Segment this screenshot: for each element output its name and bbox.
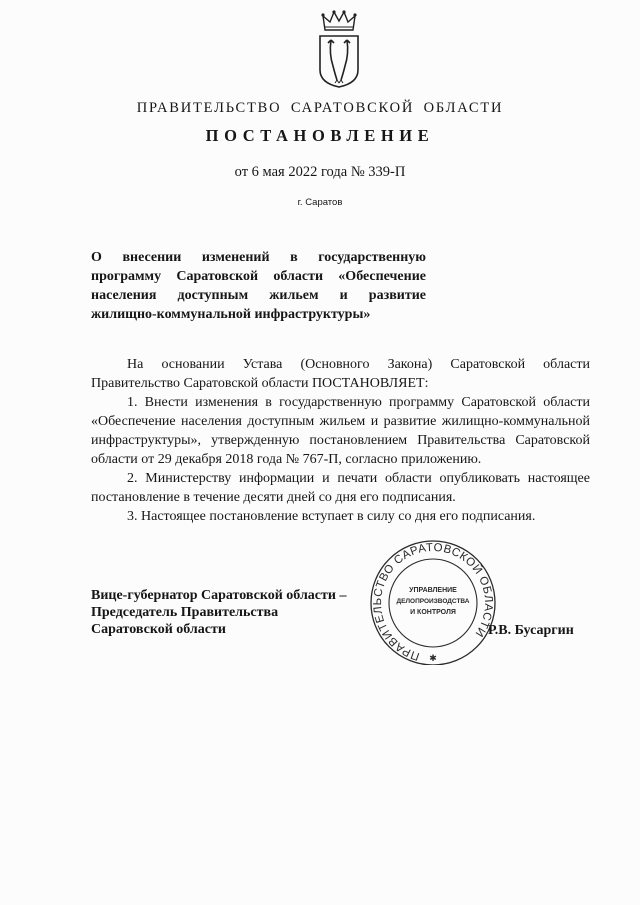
document-type: ПОСТАНОВЛЕНИЕ bbox=[205, 126, 435, 145]
body-item: 2. Министерству информации и печати области опубликовать настоящее постановление в течение десяти дней со дня его подписания. bbox=[91, 471, 590, 505]
stamp-star-icon: ✱ bbox=[429, 654, 437, 664]
document-subject bbox=[91, 248, 426, 324]
subject-line: населения доступным жильем и развитие bbox=[91, 288, 426, 303]
saratov-coat-of-arms-icon bbox=[315, 10, 363, 88]
position-line: Саратовской области bbox=[91, 622, 226, 637]
signatory-position bbox=[91, 587, 391, 638]
organization-title: ПРАВИТЕЛЬСТВО САРАТОВСКОЙ ОБЛАСТИ bbox=[136, 100, 504, 116]
stamp-inner-line: УПРАВЛЕНИЕ bbox=[409, 587, 457, 594]
body-intro: На основании Устава (Основного Закона) Саратовской области Правительство Саратовской области ПОСТАНОВЛЯЕТ: bbox=[91, 357, 590, 391]
body-item: 3. Настоящее постановление вступает в силу со дня его подписания. bbox=[127, 509, 536, 524]
signatory-name: Р.В. Бусаргин bbox=[488, 623, 574, 638]
position-line: Вице-губернатор Саратовской области – bbox=[91, 588, 347, 603]
body-item: 1. Внести изменения в государственную программу Саратовской области «Обеспечение населения доступным жильем и развитие жилищно-коммунальной инфраструктуры», утвержденную постановлением Правительства Саратовской области от 29 декабря 2018 года № 767-П, согласно приложению. bbox=[91, 395, 590, 467]
stamp-inner-line: ДЕЛОПРОИЗВОДСТВА bbox=[396, 598, 470, 605]
document-body bbox=[91, 355, 590, 526]
position-line: Председатель Правительства bbox=[91, 605, 279, 620]
city: г. Саратов bbox=[297, 197, 343, 208]
document-number: от 6 мая 2022 года № 339-П bbox=[234, 164, 406, 180]
subject-line: О внесении изменений в государственную bbox=[91, 250, 426, 265]
subject-line: жилищно-коммунальной инфраструктуры» bbox=[91, 307, 371, 322]
stamp-outer-text: ПРАВИТЕЛЬСТВО САРАТОВСКОЙ ОБЛАСТИ bbox=[371, 541, 495, 663]
subject-line: программу Саратовской области «Обеспечение bbox=[91, 269, 426, 284]
stamp-inner-line: И КОНТРОЛЯ bbox=[410, 609, 456, 616]
